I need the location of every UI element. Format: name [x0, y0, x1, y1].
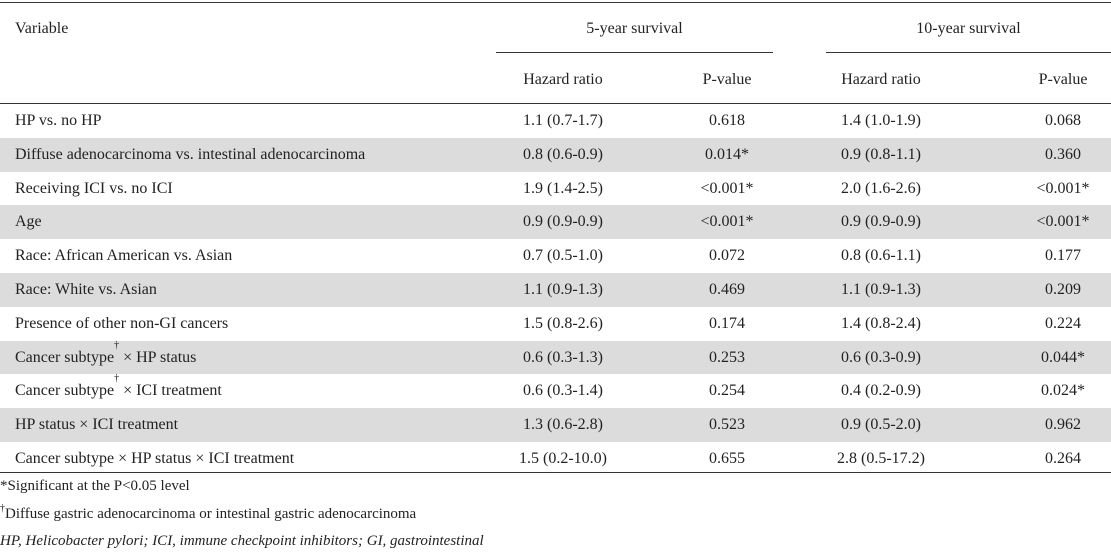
header-10-year-survival: 10-year survival [916, 20, 1021, 37]
header-hazard-ratio-5yr: Hazard ratio [523, 71, 603, 88]
header-10-year-rule [826, 52, 1111, 53]
cell-p-value-5yr: 0.253 [709, 348, 745, 366]
dagger-mark: † [114, 373, 120, 385]
cell-variable [15, 172, 173, 206]
header-5-year-rule [496, 52, 773, 53]
cell-p-value-5yr: 0.072 [709, 247, 745, 265]
cell-p-value-5yr: 0.254 [709, 382, 745, 400]
variable-label: Cancer subtype [15, 382, 115, 400]
variable-label: Race: African American vs. Asian [15, 247, 233, 265]
cell-hazard-ratio-10yr: 0.9 (0.9-0.9) [841, 213, 921, 231]
cell-hazard-ratio-5yr: 0.7 (0.5-1.0) [523, 247, 603, 265]
cell-variable [15, 307, 228, 341]
cell-hazard-ratio-10yr: 0.6 (0.3-0.9) [841, 348, 921, 366]
cell-hazard-ratio-5yr: 1.1 (0.7-1.7) [523, 112, 603, 129]
cell-hazard-ratio-5yr: 1.9 (1.4-2.5) [523, 179, 603, 197]
cell-p-value-10yr: <0.001* [1036, 179, 1090, 197]
footnote-significance: *Significant at the P<0.05 level [0, 478, 190, 494]
table-row [0, 104, 1111, 138]
cell-p-value-5yr: 0.469 [709, 280, 745, 298]
cell-hazard-ratio-10yr: 1.4 (1.0-1.9) [841, 112, 921, 129]
table-row [0, 341, 1111, 375]
cell-hazard-ratio-10yr: 2.0 (1.6-2.6) [841, 179, 921, 197]
cell-variable [15, 138, 365, 172]
cell-p-value-10yr: 0.044* [1041, 348, 1085, 366]
cell-p-value-10yr: 0.224 [1045, 314, 1081, 332]
variable-label-rest: × ICI treatment [119, 382, 222, 400]
table-row [0, 374, 1111, 408]
cell-hazard-ratio-10yr: 0.9 (0.8-1.1) [841, 145, 921, 163]
cell-p-value-5yr: 0.174 [709, 314, 745, 332]
variable-label: HP vs. no HP [15, 112, 102, 129]
cell-p-value-10yr: 0.068 [1045, 112, 1081, 129]
cell-p-value-5yr: <0.001* [700, 213, 754, 231]
cell-variable [15, 273, 157, 307]
cell-p-value-5yr: 0.618 [709, 112, 745, 129]
cell-variable [15, 341, 196, 375]
variable-label-rest: × HP status [119, 348, 197, 366]
cell-hazard-ratio-5yr: 0.6 (0.3-1.3) [523, 348, 603, 366]
footnote-dagger [0, 504, 1111, 532]
header-hazard-ratio-10yr: Hazard ratio [841, 71, 921, 88]
cell-variable [15, 239, 232, 273]
cell-hazard-ratio-10yr: 0.9 (0.5-2.0) [841, 416, 921, 434]
cell-variable [15, 374, 222, 408]
table-row [0, 307, 1111, 341]
cell-variable [15, 104, 102, 138]
cell-p-value-10yr: <0.001* [1036, 213, 1090, 231]
dagger-mark: † [114, 339, 120, 351]
cell-p-value-10yr: 0.209 [1045, 280, 1081, 298]
cell-hazard-ratio-5yr: 1.3 (0.6-2.8) [523, 416, 603, 434]
table-row [0, 172, 1111, 206]
table-header [0, 3, 1111, 104]
cell-hazard-ratio-5yr: 1.5 (0.8-2.6) [523, 314, 603, 332]
variable-label: Diffuse adenocarcinoma vs. intestinal adenocarcinoma [15, 145, 366, 163]
cell-hazard-ratio-5yr: 0.6 (0.3-1.4) [523, 382, 603, 400]
variable-label: Cancer subtype × HP status × ICI treatment [15, 449, 295, 467]
table-row [0, 442, 1111, 476]
cell-hazard-ratio-5yr: 0.9 (0.9-0.9) [523, 213, 603, 231]
dagger-mark: † [0, 502, 5, 514]
table-row [0, 205, 1111, 239]
cell-p-value-10yr: 0.177 [1045, 247, 1081, 265]
table-body [0, 104, 1111, 476]
header-variable: Variable [15, 20, 69, 37]
header-5-year-survival: 5-year survival [586, 20, 683, 37]
footnote-dagger-text: Diffuse gastric adenocarcinoma or intestinal gastric adenocarcinoma [5, 505, 417, 522]
cell-variable [15, 408, 178, 442]
variable-label: Presence of other non-GI cancers [15, 314, 229, 332]
cell-p-value-5yr: 0.014* [705, 145, 749, 163]
variable-label: HP status × ICI treatment [15, 416, 179, 434]
cell-p-value-5yr: 0.655 [709, 449, 745, 467]
header-p-value-5yr: P-value [702, 71, 752, 88]
variable-label: Race: White vs. Asian [15, 280, 157, 298]
variable-label: Receiving ICI vs. no ICI [15, 179, 173, 197]
cell-hazard-ratio-10yr: 0.8 (0.6-1.1) [841, 247, 921, 265]
variable-label: Cancer subtype [15, 348, 115, 366]
cell-p-value-10yr: 0.962 [1045, 416, 1081, 434]
cell-p-value-10yr: 0.360 [1045, 145, 1081, 163]
cell-hazard-ratio-10yr: 1.1 (0.9-1.3) [841, 280, 921, 298]
footnotes [0, 476, 1111, 559]
cell-p-value-10yr: 0.024* [1041, 382, 1085, 400]
table-row [0, 138, 1111, 172]
cell-hazard-ratio-5yr: 1.1 (0.9-1.3) [523, 280, 603, 298]
cell-p-value-5yr: <0.001* [700, 179, 754, 197]
table-row [0, 239, 1111, 273]
footnote-abbreviations: HP, Helicobacter pylori; ICI, immune checkpoint inhibitors; GI, gastrointestinal [0, 533, 484, 549]
cell-hazard-ratio-10yr: 2.8 (0.5-17.2) [837, 449, 925, 467]
cell-variable [15, 442, 294, 476]
cell-p-value-10yr: 0.264 [1045, 449, 1081, 467]
table-bottom-rule [0, 472, 1111, 473]
cell-hazard-ratio-10yr: 1.4 (0.8-2.4) [841, 314, 921, 332]
cell-hazard-ratio-5yr: 0.8 (0.6-0.9) [523, 145, 603, 163]
variable-label: Age [15, 213, 42, 231]
cell-p-value-5yr: 0.523 [709, 416, 745, 434]
cell-variable [15, 205, 42, 239]
cell-hazard-ratio-10yr: 0.4 (0.2-0.9) [841, 382, 921, 400]
cell-hazard-ratio-5yr: 1.5 (0.2-10.0) [519, 449, 607, 467]
table-row [0, 273, 1111, 307]
header-p-value-10yr: P-value [1038, 71, 1088, 88]
table-row [0, 408, 1111, 442]
